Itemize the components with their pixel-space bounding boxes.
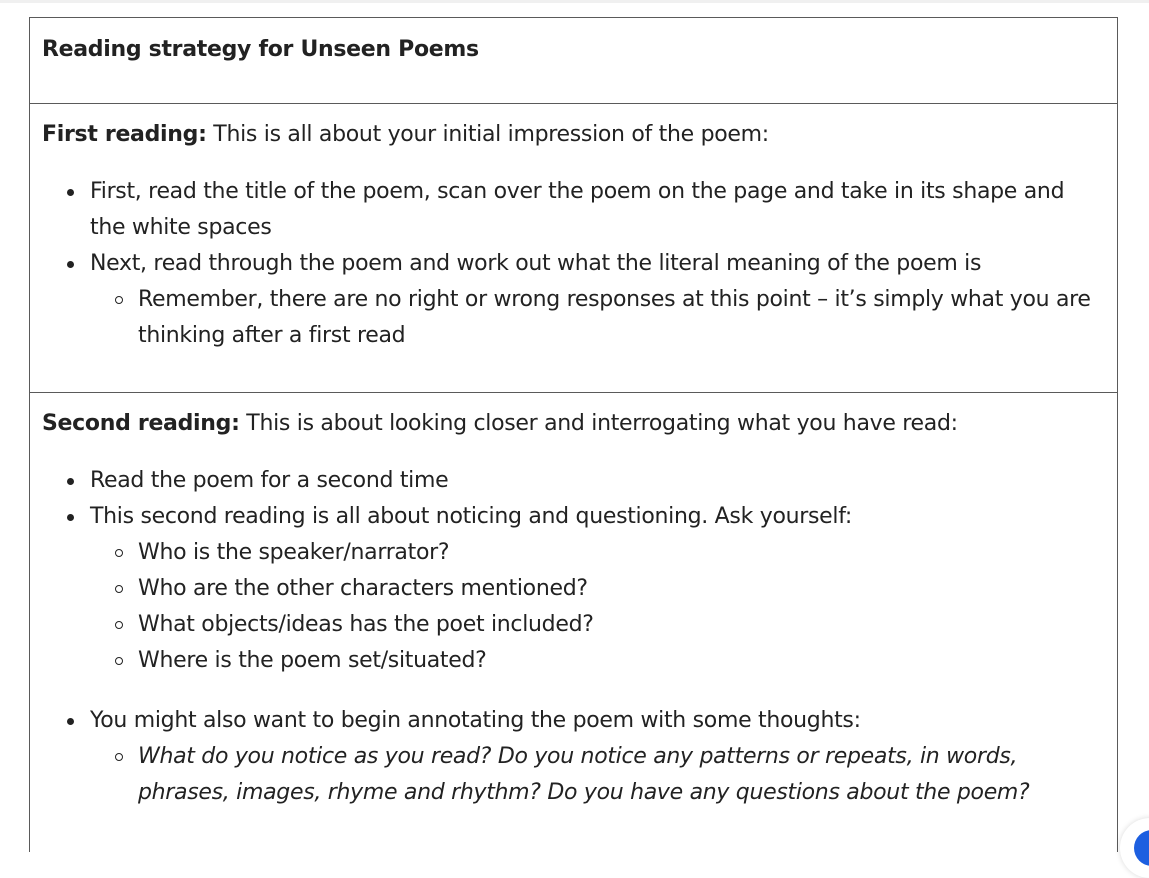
second-reading-intro bbox=[42, 409, 1105, 439]
table-title: Reading strategy for Unseen Poems bbox=[42, 37, 479, 62]
sub-list-item: Who is the speaker/narrator? bbox=[90, 535, 1105, 571]
second-reading-list bbox=[42, 463, 1105, 811]
second-reading-label: Second reading: bbox=[42, 411, 240, 436]
sub-list-item: Who are the other characters mentioned? bbox=[90, 571, 1105, 607]
second-reading-text: This is about looking closer and interrogating what you have read: bbox=[239, 411, 958, 436]
first-reading-cell bbox=[30, 103, 1117, 392]
table-header-cell bbox=[30, 18, 1117, 103]
first-reading-list bbox=[42, 174, 1105, 354]
first-reading-text: This is all about your initial impression of the poem: bbox=[206, 122, 769, 147]
list-item: You might also want to begin annotating the poem with some thoughts: What do you notice as you read? Do you notice any patterns or repeats, in words, phrases, images, rhyme and rhythm? Do you have any questions about the poem? bbox=[42, 703, 1105, 811]
sub-list bbox=[90, 739, 1105, 811]
sub-list-item: Remember, there are no right or wrong responses at this point – it’s simply what you are thinking after a first read bbox=[90, 282, 1105, 354]
list-item: First, read the title of the poem, scan over the poem on the page and take in its shape and the white spaces bbox=[42, 174, 1105, 246]
second-reading-cell bbox=[30, 392, 1117, 852]
sub-list bbox=[90, 535, 1105, 679]
sub-list-item: Where is the poem set/situated? bbox=[90, 643, 1105, 679]
top-divider bbox=[0, 0, 1149, 3]
first-reading-label: First reading: bbox=[42, 122, 207, 147]
list-item: This second reading is all about noticing and questioning. Ask yourself: Who is the speaker/narrator? Who are the other characters mentioned? What objects/ideas has the poet included? Where is the poem set/situated? bbox=[42, 499, 1105, 703]
sub-list bbox=[90, 282, 1105, 354]
first-reading-intro bbox=[42, 120, 1105, 150]
list-item: Read the poem for a second time bbox=[42, 463, 1105, 499]
list-item: Next, read through the poem and work out what the literal meaning of the poem is Remember, there are no right or wrong responses at this point – it’s simply what you are thinking after a first read bbox=[42, 246, 1105, 354]
sub-list-item: What do you notice as you read? Do you notice any patterns or repeats, in words, phrases, images, rhyme and rhythm? Do you have any questions about the poem? bbox=[90, 739, 1105, 811]
reading-strategy-table bbox=[29, 17, 1118, 852]
sub-list-item: What objects/ideas has the poet included? bbox=[90, 607, 1105, 643]
list-spacer bbox=[90, 679, 1105, 703]
